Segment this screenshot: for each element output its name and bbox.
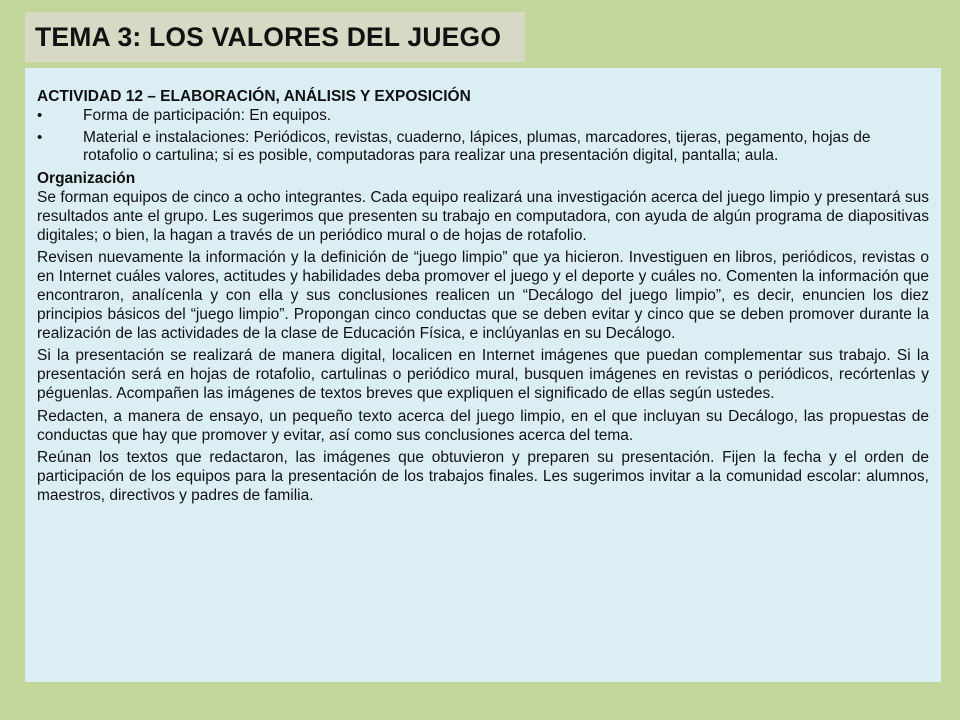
slide-title: TEMA 3: LOS VALORES DEL JUEGO: [35, 21, 502, 52]
bullet-list: [37, 107, 929, 165]
paragraph-teams: Se forman equipos de cinco a ocho integrantes. Cada equipo realizará una investigación acerca del juego limpio y presentará sus resultados ante el grupo. Les sugerimos que presenten su trabajo en computadora, con ayuda de algún programa de diapositivas digitales; o bien, la hagan a través de un periódico mural o de hojas de rotafolio.: [37, 189, 929, 244]
section-heading-organizacion: Organización: [37, 170, 136, 187]
paragraph-essay: Redacten, a manera de ensayo, un pequeño texto acerca del juego limpio, en el que incluyan su Decálogo, las propuestas de conductas que hay que promover y evitar, así como sus conclusiones acerca del tema.: [37, 407, 929, 444]
bullet-item-materials: [37, 129, 929, 165]
paragraph-final: Reúnan los textos que redactaron, las imágenes que obtuvieron y preparen su presentación. Fijen la fecha y el orden de participación de los equipos para la presentación de los trabajos finales. Les sugerimos invitar a la comunidad escolar: alumnos, maestros, directivos y padres de familia.: [37, 449, 929, 504]
title-banner: [25, 12, 525, 62]
bullet-item-participation: [37, 107, 929, 125]
bullet-text-materials: Material e instalaciones: Periódicos, revistas, cuaderno, lápices, plumas, marcadores, tijeras, pegamento, hojas de rotafolio o cartulina; si es posible, computadoras para realizar una presentación digital, pantalla; aula.: [83, 129, 871, 164]
paragraph-presentation: Si la presentación se realizará de manera digital, localicen en Internet imágenes que puedan complementar sus trabajo. Si la presentación será en hojas de rotafolio, cartulinas o periódico mural, busquen imágenes en revistas o periódicos, recórtenlas y péguenlas. Acompañen las imágenes de textos breves que expliquen el significado de ellas según ustedes.: [37, 347, 929, 402]
paragraph-decalogo: Revisen nuevamente la información y la definición de “juego limpio” que ya hicieron. Investiguen en libros, periódicos, revistas o en Internet cuáles valores, actitudes y habilidades deba promover el juego y el deporte y cuáles no. Comenten la información que encontraron, analícenla y con ella y sus conclusiones realicen un “Decálogo del juego limpio”, es decir, enuncien los diez principios básicos del “juego limpio”. Propongan cinco conductas que se deben evitar y cinco que se deben promover durante la realización de las actividades de la clase de Educación Física, e inclúyanlas en su Decálogo.: [37, 249, 929, 342]
bullet-text-participation: Forma de participación: En equipos.: [83, 107, 332, 124]
bullet-icon: •: [37, 129, 43, 146]
content-panel: [25, 68, 941, 682]
bullet-icon: •: [37, 107, 43, 124]
activity-heading: ACTIVIDAD 12 – ELABORACIÓN, ANÁLISIS Y EXPOSICIÓN: [37, 88, 471, 105]
